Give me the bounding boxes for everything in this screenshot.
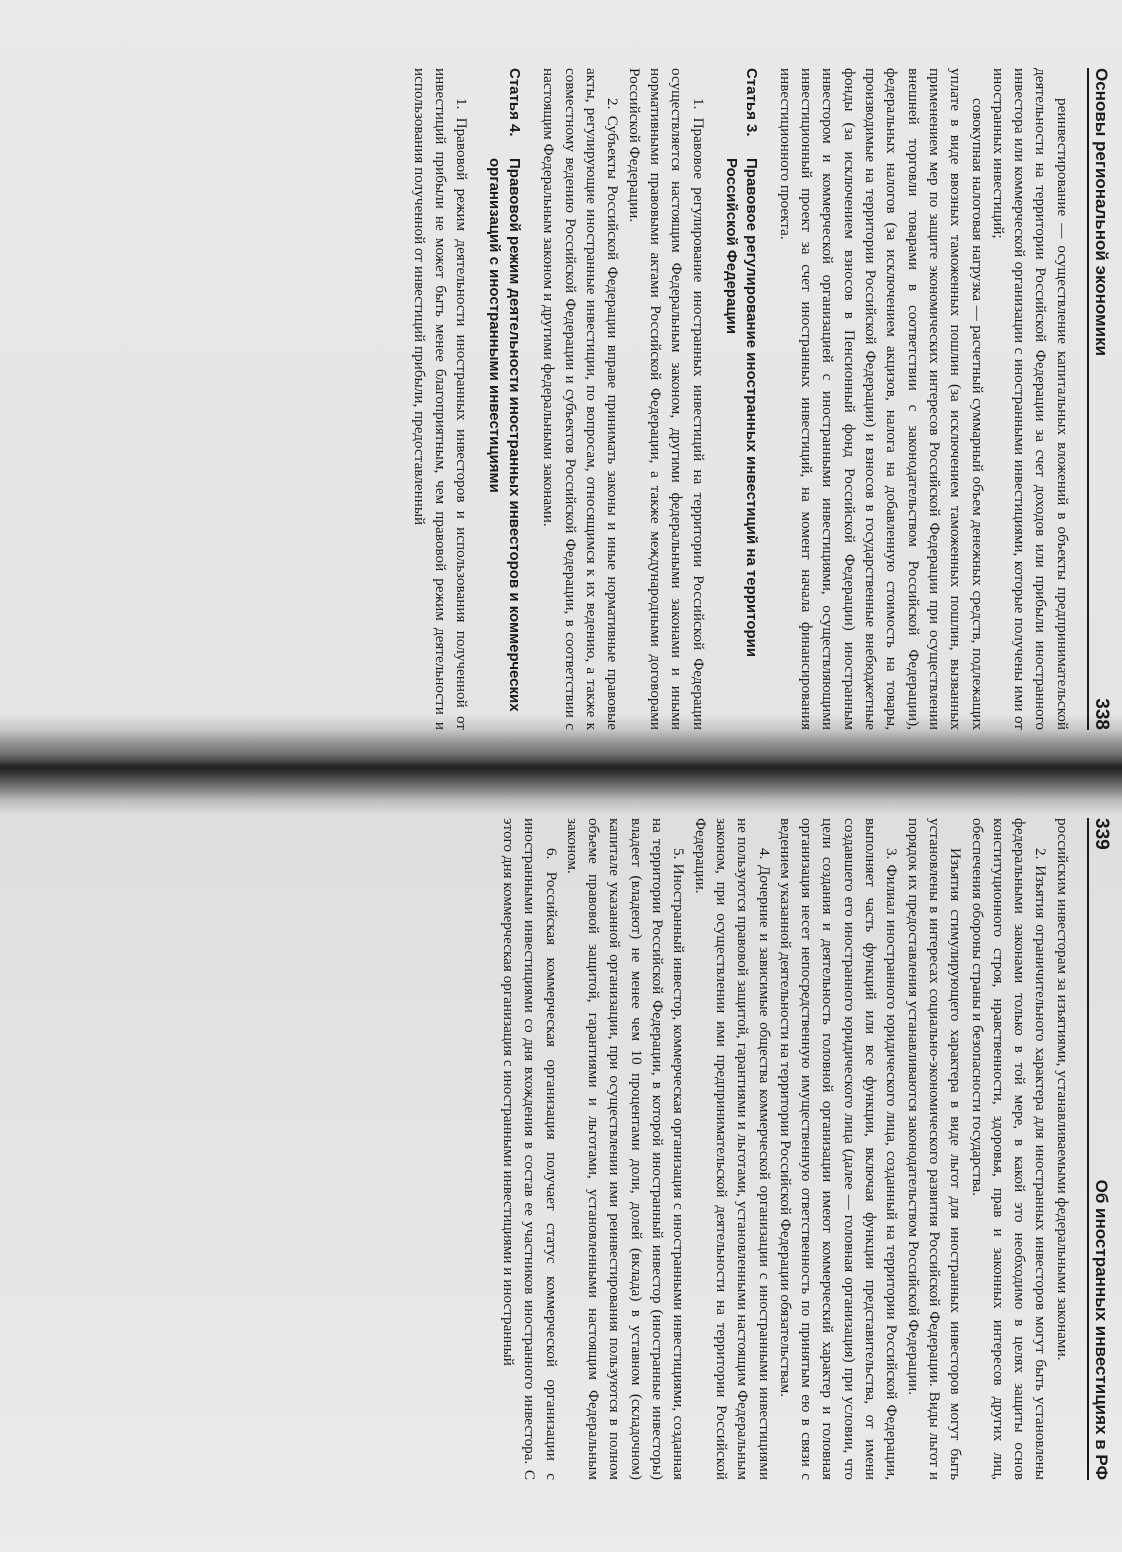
page-339	[64, 818, 1112, 1480]
paragraph: реинвестирование — осуществление капитальных вложений в объекты предпринимательской деятельности на территории Российской Федерации за счет доходов или прибыли иностранного инвестора или коммерческой организации с иностранными инвестициями, которые получены ими от иностранных инвестиций;	[989, 68, 1071, 730]
gutter-shadow	[0, 730, 1122, 800]
paragraph: 4. Дочерние и зависимые общества коммерческой организации с иностранными инвестициями не пользуются правовой защитой, гарантиями и льготами, установленными настоящим Федеральным законом, при осуществлении ими предпринимательской деятельности на территории Российской Федерации.	[691, 818, 773, 1480]
running-head-title: Об иностранных инвестициях в РФ	[1092, 1179, 1111, 1480]
article-4-heading	[484, 68, 524, 730]
paragraph: 1. Правовое регулирование иностранных инвестиций на территории Российской Федерации осуществляется настоящим Федеральным законом, другими федеральными законами и иными нормативными правовыми актами Российской Федерации, а также международными договорами Российской Федерации.	[625, 68, 707, 730]
paragraph: 5. Иностранный инвестор, коммерческая организация с иностранными инвестициями, созданная на территории Российской Федерации, в которой иностранный инвестор (иностранные инвесторы) владеет (владеют) не менее чем 10 процентами доли, долей (вклада) в уставном (складочном) капитале указанной организации, при осуществлении ими реинвестирования пользуются в полном объеме правовой защитой, гарантиями и льготами, установленными настоящим Федеральным законом.	[563, 818, 688, 1480]
page-number: 338	[1091, 698, 1112, 730]
paragraph: 2. Субъекты Российской Федерации вправе принимать законы и иные нормативные правовые акты, регулирующие иностранные инвестиции, по вопросам, относящимся к их ведению, а также к совместному ведению Российской Федерации и субъектов Российской Федерации, в соответствии с настоящим Федеральным законом и другими федеральными законами.	[540, 68, 622, 730]
running-head-left	[1087, 68, 1112, 730]
article-3-heading	[721, 68, 761, 730]
paragraph-continuation: российским инвесторам за изъятиями, устанавливаемыми федеральными законами.	[1053, 818, 1071, 1361]
article-label: Статья 3.	[742, 68, 760, 137]
article-title: Правовое регулирование иностранных инвестиций на территории Российской Федерации	[722, 158, 760, 658]
paragraph: 1. Правовой режим деятельности иностранных инвесторов и использования полученной от инвестиций прибыли не может быть менее благоприятным, чем правовой режим деятельности и использования полученной от инвестиций прибыли, предоставленный	[410, 68, 471, 730]
page-number: 339	[1091, 818, 1112, 850]
page-338	[64, 68, 1112, 730]
running-head-title: Основы региональной экономики	[1092, 68, 1111, 357]
running-head-right	[1087, 818, 1112, 1480]
article-label: Статья 4.	[506, 68, 524, 137]
paragraph: 2. Изъятия ограничительного характера для иностранных инвесторов могут быть установлены федеральными законами только в той мере, в какой это необходимо в целях защиты основ конституционного строя, нравственности, здоровья, прав и законных интересов других лиц, обеспечения обороны страны и безопасности государства.	[968, 818, 1050, 1480]
paragraph: Изъятия стимулирующего характера в виде льгот для иностранных инвесторов могут быть установлены в интересах социально-экономического развития Российской Федерации. Виды льгот и порядок их предоставления устанавливаются законодательством Российской Федерации.	[904, 818, 965, 1480]
paragraph: совокупная налоговая нагрузка — расчетный суммарный объем денежных средств, подлежащих уплате в виде ввозных таможенных пошлин (за исключением таможенных пошлин, вызванных применением мер по защите экономических интересов Российской Федерации при осуществлении внешней торговли товарами в соответствии с законодательством Российской Федерации), федеральных налогов (за исключением акцизов, налога на добавленную стоимость на товары, производимые на территории Российской Федерации) и взносов в государственные внебюджетные фонды (за исключением взносов в Пенсионный фонд Российской Федерации) иностранным инвестором и коммерческой организацией с иностранными инвестициями, осуществляющими инвестиционный проект за счет иностранных инвестиций, на момент начала финансирования инвестиционного проекта.	[776, 68, 986, 730]
article-title: Правовой режим деятельности иностранных инвесторов и коммерческих организаций с иностранными инвестициями	[486, 158, 524, 712]
paragraph: 6. Российская коммерческая организация получает статус коммерческой организации с иностранными инвестициями со дня вхождения в состав ее участников иностранного инвестора. С этого дня коммерческая организация с иностранными инвестициями и иностранный	[499, 818, 560, 1480]
paragraph: 3. Филиал иностранного юридического лица, созданный на территории Российской Федерации, выполняет часть функций или все функции, включая функции представительства, от имени создавшего его иностранного юридического лица (далее — головная организация) при условии, что цели создания и деятельность головной организации имеют коммерческий характер и головная организация несет непосредственную имущественную ответственность по принятым ею в связи с ведением указанной деятельности на территории Российской Федерации обязательствам.	[776, 818, 901, 1480]
